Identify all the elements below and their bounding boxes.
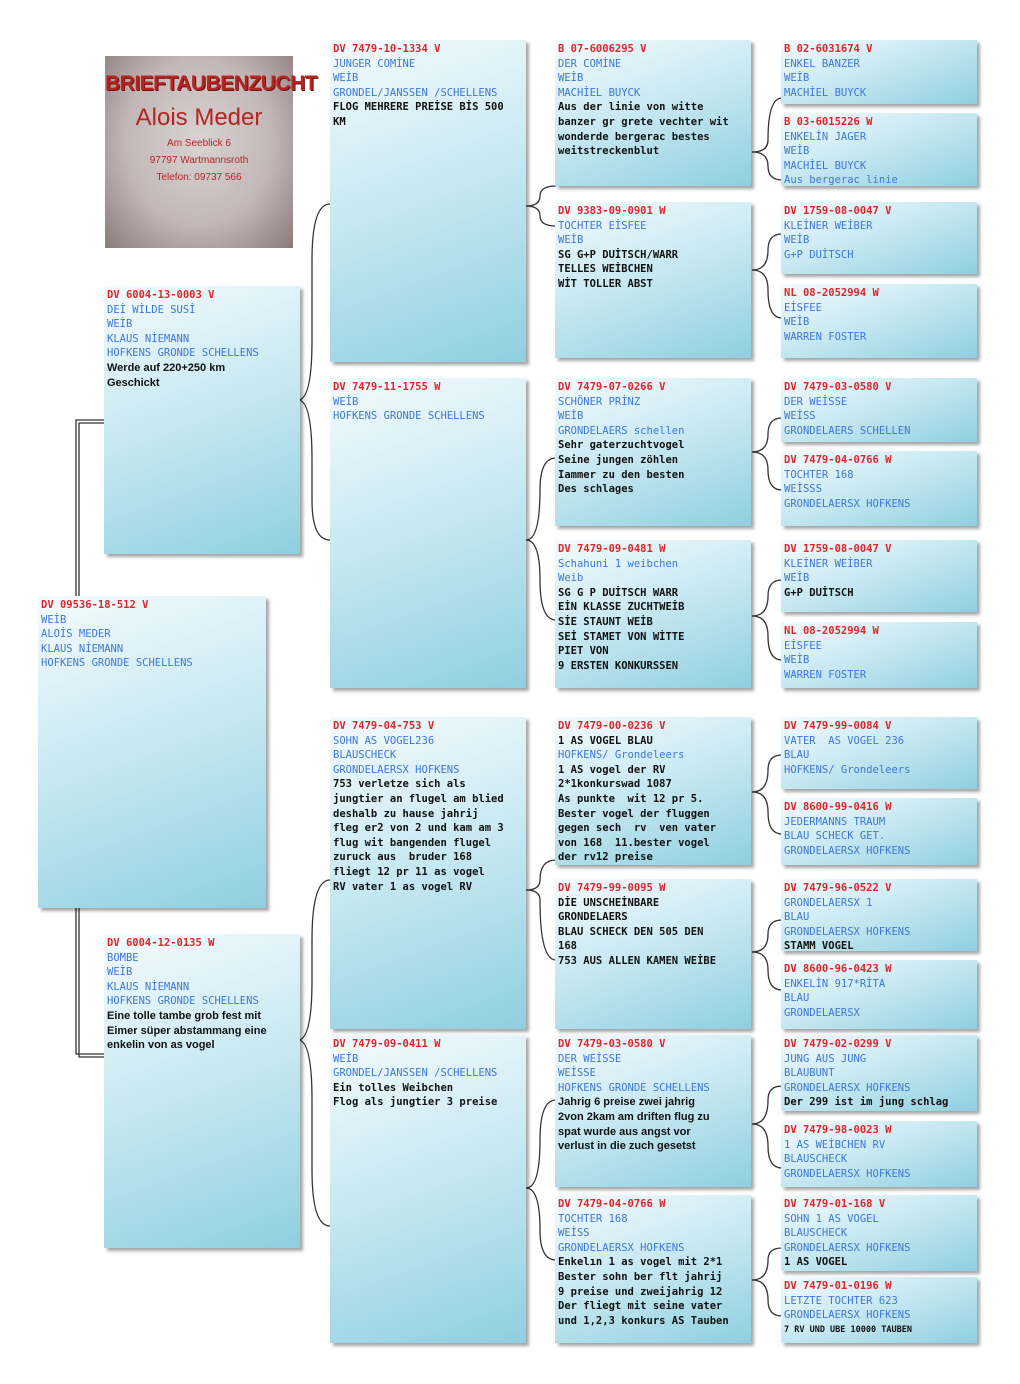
pigeon-info-line: BLAUBUNT <box>784 1067 835 1080</box>
pigeon-info-line: Weib <box>558 572 584 585</box>
ring-number: DV 7479-04-0766 W <box>558 1198 666 1210</box>
pigeon-info-line: KLAUS NİEMANN <box>107 980 190 993</box>
pigeon-card-gggp-6 <box>781 451 977 526</box>
pigeon-info-line: gegen sech rv ven vater <box>558 822 717 835</box>
pigeon-info-line: Bester sohn ber flt jahrij <box>558 1270 723 1283</box>
pigeon-info-line: BLAUSCHECK <box>333 749 397 762</box>
pigeon-info-line: GRONDELAERSX HOFKENS <box>784 1167 911 1180</box>
pigeon-info-line: und 1,2,3 konkurs AS Tauben <box>558 1314 729 1327</box>
pigeon-info-line: HOFKENS GRONDE SCHELLENS <box>107 347 259 360</box>
ring-number: B 03-6015226 W <box>784 116 873 128</box>
pigeon-info-line: Bester vogel der fluggen <box>558 807 710 820</box>
pigeon-info-line: DER WEİSSE <box>558 1052 622 1065</box>
pigeon-info-line: SCHÖNER PRİNZ <box>558 395 641 408</box>
pigeon-card-gggp-13 <box>781 1035 977 1111</box>
pigeon-info-line: Werde auf 220+250 km <box>107 361 226 374</box>
pigeon-info-line: FLOG MEHRERE PREİSE BİS 500 <box>333 101 504 114</box>
pigeon-info-line: Iammer zu den besten <box>558 468 685 481</box>
pigeon-info-line: WARREN FOSTER <box>784 330 867 343</box>
pigeon-info-line: 2*1konkurswad 1087 <box>558 778 672 791</box>
logo-title: BRIEFTAUBENZUCHT <box>105 72 318 95</box>
pigeon-info-line: WEİB <box>333 1052 359 1065</box>
pigeon-info-line: 9 preise und zweijahrig 12 <box>558 1285 723 1298</box>
ring-number: DV 7479-09-0411 W <box>333 1038 441 1050</box>
pigeon-info-line: TELLES WEİBCHEN <box>558 263 653 276</box>
pigeon-info-line: fleg er2 von 2 und kam am 3 <box>333 822 504 835</box>
pigeon-info-line: STAMM VOGEL <box>784 940 854 951</box>
breeder-logo <box>105 56 318 248</box>
pigeon-info-line: 753 AUS ALLEN KAMEN WEİBE <box>558 954 717 967</box>
pigeon-card-gggp-15 <box>781 1195 977 1271</box>
pigeon-info-line: GRONDELAERS SCHELLEN <box>784 424 911 437</box>
pigeon-info-line: von 168 11.bester vogel <box>558 836 710 849</box>
ring-number: DV 7479-03-0580 V <box>558 1038 666 1050</box>
pigeon-info-line: SEİ STAMET VON WİTTE <box>558 630 685 643</box>
pigeon-info-line: KLEİNER WEİBER <box>784 557 873 570</box>
pigeon-info-line: 1 AS VOGEL <box>784 1256 848 1269</box>
pigeon-info-line: WEİSS <box>558 1227 590 1240</box>
pigeon-info-line: 1 AS vogel der RV <box>558 763 666 776</box>
ring-number: DV 7479-10-1334 V <box>333 43 441 55</box>
pigeon-card-ggp-5 <box>555 717 751 865</box>
pigeon-info-line: SOHN 1 AS VOGEL <box>784 1212 879 1225</box>
pigeon-info-line: GRONDELAERS <box>558 911 628 924</box>
ring-number: DV 7479-04-753 V <box>333 720 435 732</box>
pigeon-info-line: RV vater 1 as vogel RV <box>333 880 473 893</box>
pigeon-info-line: DİE UNSCHEİNBARE <box>558 896 660 909</box>
ring-number: DV 7479-98-0023 W <box>784 1124 892 1136</box>
pigeon-info-line: 1 AS VOGEL BLAU <box>558 734 653 747</box>
ring-number: DV 7479-03-0580 V <box>784 381 892 393</box>
pigeon-card-gggp-1 <box>781 40 977 104</box>
pigeon-info-line: EİSFEE <box>784 301 822 314</box>
pigeon-info-line: WEİB <box>558 234 584 247</box>
pigeon-info-line: VATER AS VOGEL 236 <box>784 734 905 747</box>
pigeon-card-dam <box>104 934 300 1248</box>
pigeon-info-line: DER COMİNE <box>558 57 622 70</box>
ring-number: DV 7479-01-168 V <box>784 1198 886 1210</box>
ring-number: DV 7479-04-0766 W <box>784 454 892 466</box>
pigeon-info-line: ENKEL BANZER <box>784 57 860 70</box>
pigeon-info-line: HOFKENS GRONDE SCHELLENS <box>333 410 485 423</box>
ring-number: DV 7479-09-0481 W <box>558 543 666 555</box>
pigeon-card-gggp-5 <box>781 378 977 442</box>
pigeon-info-line: KLAUS NİEMANN <box>107 332 190 345</box>
pigeon-info-line: HOFKENS/ Grondeleers <box>558 749 685 762</box>
ring-number: DV 1759-08-0047 V <box>784 543 892 555</box>
pigeon-card-grandparent-1 <box>330 40 526 362</box>
pigeon-info-line: SİE STAUNT WEİB <box>558 615 653 628</box>
pigeon-info-line: 9 ERSTEN KONKURSSEN <box>558 659 679 672</box>
pigeon-card-ggp-6 <box>555 879 751 1029</box>
pigeon-info-line: G+P DUİTSCH <box>784 248 854 261</box>
pigeon-info-line: TOCHTER 168 <box>558 1212 628 1225</box>
pigeon-info-line: WEİB <box>107 318 133 331</box>
ring-number: DV 09536-18-512 V <box>41 599 149 611</box>
pigeon-info-line: flug wit bangenden flugel <box>333 836 492 849</box>
ring-number: DV 8600-96-0423 W <box>784 963 892 975</box>
pigeon-card-gggp-4 <box>781 284 977 358</box>
pigeon-info-line: Sehr gaterzuchtvogel <box>558 439 685 452</box>
pigeon-info-line: WEİB <box>784 654 810 667</box>
pigeon-info-line: WEİB <box>784 234 810 247</box>
pigeon-info-line: WEİB <box>784 316 810 329</box>
pigeon-info-line: WEİB <box>41 613 67 626</box>
pigeon-info-line: GRONDELAERS schellen <box>558 424 685 437</box>
pigeon-card-gggp-2 <box>781 113 977 186</box>
pigeon-info-line: GRONDELAERSX HOFKENS <box>784 844 911 857</box>
pigeon-info-line: banzer gr grete vechter wit <box>558 115 729 128</box>
pigeon-info-line: SG G P DUİTSCH WARR <box>558 586 679 599</box>
ring-number: DV 7479-01-0196 W <box>784 1280 892 1292</box>
pigeon-card-gggp-7 <box>781 540 977 612</box>
pigeon-info-line: WEİSSE <box>558 1067 596 1080</box>
pigeon-info-line: weitstreckenblut <box>558 145 660 158</box>
pigeon-info-line: EİN KLASSE ZUCHTWEİB <box>558 601 685 614</box>
pigeon-info-line: verlust in die zuch gesetst <box>558 1140 696 1153</box>
pigeon-info-line: MACHİEL BUYCK <box>784 159 867 172</box>
pigeon-card-ggp-8 <box>555 1195 751 1343</box>
pigeon-info-line: spat wurde aus angst vor <box>558 1125 691 1138</box>
pigeon-info-line: ENKELİN JAGER <box>784 130 867 143</box>
pigeon-info-line: GRONDELAERSX HOFKENS <box>784 1081 911 1094</box>
pigeon-info-line: BLAU SCHECK DEN 505 DEN <box>558 925 704 938</box>
pigeon-info-line: enkelin von as vogel <box>107 1039 215 1052</box>
pigeon-info-line: HOFKENS GRONDE SCHELLENS <box>41 657 193 670</box>
logo-city: 97797 Wartmannsroth <box>149 155 249 166</box>
pigeon-info-line: der rv12 preise <box>558 851 653 864</box>
pigeon-info-line: ALOİS MEDER <box>41 628 111 641</box>
pigeon-info-line: TOCHTER 168 <box>784 468 854 481</box>
pigeon-info-line: WARREN FOSTER <box>784 668 867 681</box>
pigeon-info-line: TOCHTER EİSFEE <box>558 219 647 232</box>
pigeon-card-gggp-8 <box>781 622 977 688</box>
pigeon-info-line: Enkelın 1 as vogel mit 2*1 <box>558 1256 723 1269</box>
pigeon-card-grandparent-3 <box>330 717 526 1029</box>
pigeon-card-gggp-3 <box>781 202 977 274</box>
pigeon-info-line: 753 verletze sich als <box>333 778 466 791</box>
ring-number: DV 7479-00-0236 V <box>558 720 666 732</box>
pigeon-info-line: WEİB <box>333 72 359 85</box>
pigeon-card-ggp-7 <box>555 1035 751 1187</box>
pigeon-info-line: Geschickt <box>107 376 160 389</box>
pigeon-info-line: GRONDELAERSX HOFKENS <box>784 1241 911 1254</box>
pigeon-info-line: GRONDELAERSX HOFKENS <box>784 1309 911 1322</box>
pigeon-info-line: JUNG AUS JUNG <box>784 1052 867 1065</box>
pigeon-info-line: Der 299 ist im jung schlag <box>784 1096 949 1109</box>
pigeon-info-line: BLAUSCHECK <box>784 1227 848 1240</box>
pigeon-info-line: SOHN AS VOGEL236 <box>333 734 435 747</box>
pigeon-info-line: wonderde bergerac bestes <box>558 130 710 143</box>
pigeon-info-line: MACHİEL BUYCK <box>784 86 867 99</box>
pigeon-card-subject <box>38 596 266 908</box>
ring-number: DV 7479-96-0522 V <box>784 882 892 894</box>
pigeon-info-line: GRONDELAERSX HOFKENS <box>784 497 911 510</box>
pigeon-info-line: jungtier an flugel am blied <box>333 792 504 805</box>
pigeon-info-line: 1 AS WEİBCHEN RV <box>784 1138 886 1151</box>
pigeon-info-line: GRONDEL/JANSSEN /SCHELLENS <box>333 86 498 99</box>
pigeon-info-line: WEİB <box>784 72 810 85</box>
ring-number: DV 7479-07-0266 V <box>558 381 666 393</box>
ring-number: NL 08-2052994 W <box>784 287 879 299</box>
pigeon-info-line: DER WEİSSE <box>784 395 848 408</box>
pigeon-info-line: GRONDELAERSX HOFKENS <box>558 1241 685 1254</box>
ring-number: DV 7479-11-1755 W <box>333 381 441 393</box>
pigeon-card-grandparent-4 <box>330 1035 526 1343</box>
pigeon-info-line: BLAU <box>784 992 810 1005</box>
pigeon-info-line: BOMBE <box>107 951 139 964</box>
ring-number: B 02-6031674 V <box>784 43 873 55</box>
pigeon-info-line: GRONDEL/JANSSEN /SCHELLENS <box>333 1067 498 1080</box>
pigeon-info-line: GRONDELAERSX 1 <box>784 896 873 909</box>
pigeon-info-line: SG G+P DUİTSCH/WARR <box>558 248 679 261</box>
pigeon-info-line: Aus der linie von witte <box>558 101 704 114</box>
pigeon-info-line: Schahuni 1 weibchen <box>558 557 679 570</box>
ring-number: DV 6004-13-0003 V <box>107 289 215 301</box>
pigeon-info-line: GRONDELAERSX HOFKENS <box>333 763 460 776</box>
ring-number: DV 7479-99-0095 W <box>558 882 666 894</box>
pigeon-info-line: G+P DUİTSCH <box>784 586 854 599</box>
pigeon-info-line: GRONDELAERSX <box>784 1006 860 1019</box>
pigeon-info-line: KLAUS NİEMANN <box>41 642 124 655</box>
pigeon-info-line: JEDERMANNS TRAUM <box>784 815 886 828</box>
pigeon-info-line: HOFKENS/ Grondeleers <box>784 763 911 776</box>
pigeon-info-line: zuruck aus bruder 168 <box>333 851 473 864</box>
pigeon-card-ggp-4 <box>555 540 751 688</box>
pigeon-info-line: KM <box>333 115 346 128</box>
pigeon-info-line: Jahrig 6 preise zwei jahrig <box>558 1096 695 1109</box>
pigeon-info-line: JUNGER COMİNE <box>333 57 416 70</box>
pigeon-card-gggp-11 <box>781 879 977 951</box>
pigeon-info-line: 2von 2kam am driften flug zu <box>558 1110 710 1123</box>
pigeon-info-line: KLEİNER WEİBER <box>784 219 873 232</box>
pigeon-info-line: Seine jungen zöhlen <box>558 453 679 466</box>
pigeon-info-line: HOFKENS GRONDE SCHELLENS <box>558 1081 710 1094</box>
pigeon-card-gggp-16 <box>781 1277 977 1343</box>
pigeon-info-line: Aus bergerac linie <box>784 174 898 186</box>
pigeon-info-line: 7 RV UND UBE 10000 TAUBEN <box>784 1324 912 1335</box>
pigeon-info-line: WEİB <box>784 145 810 158</box>
pigeon-info-line: deshalb zu hause jahrij <box>333 807 479 820</box>
pigeon-info-line: BLAUSCHECK <box>784 1153 848 1166</box>
pigeon-info-line: BLAU <box>784 749 810 762</box>
pigeon-info-line: PIET VON <box>558 645 609 658</box>
pigeon-info-line: WEİB <box>558 410 584 423</box>
ring-number: DV 1759-08-0047 V <box>784 205 892 217</box>
ring-number: DV 8600-99-0416 W <box>784 801 892 813</box>
pigeon-card-ggp-1 <box>555 40 751 186</box>
pigeon-card-ggp-2 <box>555 202 751 358</box>
pigeon-info-line: WEİSSS <box>784 483 822 496</box>
pigeon-info-line: WEİB <box>333 395 359 408</box>
pigeon-card-grandparent-2 <box>330 378 526 688</box>
pigeon-info-line: Des schlages <box>558 483 634 496</box>
pigeon-info-line: Eimer süper abstammang eine <box>107 1024 267 1037</box>
ring-number: B 07-6006295 V <box>558 43 647 55</box>
pigeon-info-line: WEİSS <box>784 410 816 423</box>
pigeon-info-line: EİSFEE <box>784 639 822 652</box>
pigeon-info-line: Ein tolles Weibchen <box>333 1081 454 1094</box>
ring-number: DV 9383-09-0901 W <box>558 205 666 217</box>
ring-number: DV 7479-99-0084 V <box>784 720 892 732</box>
pigeon-card-gggp-12 <box>781 960 977 1029</box>
pigeon-card-gggp-9 <box>781 717 977 789</box>
ring-number: DV 6004-12-0135 W <box>107 937 215 949</box>
pigeon-card-ggp-3 <box>555 378 751 526</box>
pigeon-info-line: DEİ WİLDE SUSİ <box>107 303 196 316</box>
ring-number: DV 7479-02-0299 V <box>784 1038 892 1050</box>
ring-number: NL 08-2052994 W <box>784 625 879 637</box>
pigeon-info-line: MACHİEL BUYCK <box>558 86 641 99</box>
pigeon-info-line: GRONDELAERSX HOFKENS <box>784 925 911 938</box>
pigeon-info-line: fliegt 12 pr 11 as vogel <box>333 865 485 878</box>
pigeon-info-line: LETZTE TOCHTER 623 <box>784 1294 898 1307</box>
pigeon-info-line: WEİB <box>558 72 584 85</box>
pigeon-info-line: 168 <box>558 940 577 953</box>
pigeon-info-line: ENKELİN 917*RİTA <box>784 977 886 990</box>
pigeon-info-line: Der fliegt mit seine vater <box>558 1300 723 1313</box>
pigeon-info-line: BLAU SCHECK GET. <box>784 830 886 843</box>
pigeon-info-line: WEİB <box>107 966 133 979</box>
pigeon-card-gggp-14 <box>781 1121 977 1187</box>
pigeon-card-gggp-10 <box>781 798 977 865</box>
pigeon-info-line: WEİB <box>784 572 810 585</box>
pigeon-info-line: HOFKENS GRONDE SCHELLENS <box>107 995 259 1008</box>
logo-street: Am Seeblick 6 <box>167 138 231 149</box>
pigeon-card-sire <box>104 286 300 554</box>
pigeon-info-line: As punkte wit 12 pr 5. <box>558 792 704 805</box>
logo-name: Alois Meder <box>135 104 263 131</box>
pigeon-info-line: WİT TOLLER ABST <box>558 277 653 290</box>
pigeon-info-line: BLAU <box>784 911 810 924</box>
logo-phone: Telefon: 09737 566 <box>156 172 242 183</box>
pigeon-info-line: Eine tolle tambe grob fest mit <box>107 1009 262 1022</box>
pigeon-info-line: Flog als jungtier 3 preise <box>333 1096 498 1109</box>
